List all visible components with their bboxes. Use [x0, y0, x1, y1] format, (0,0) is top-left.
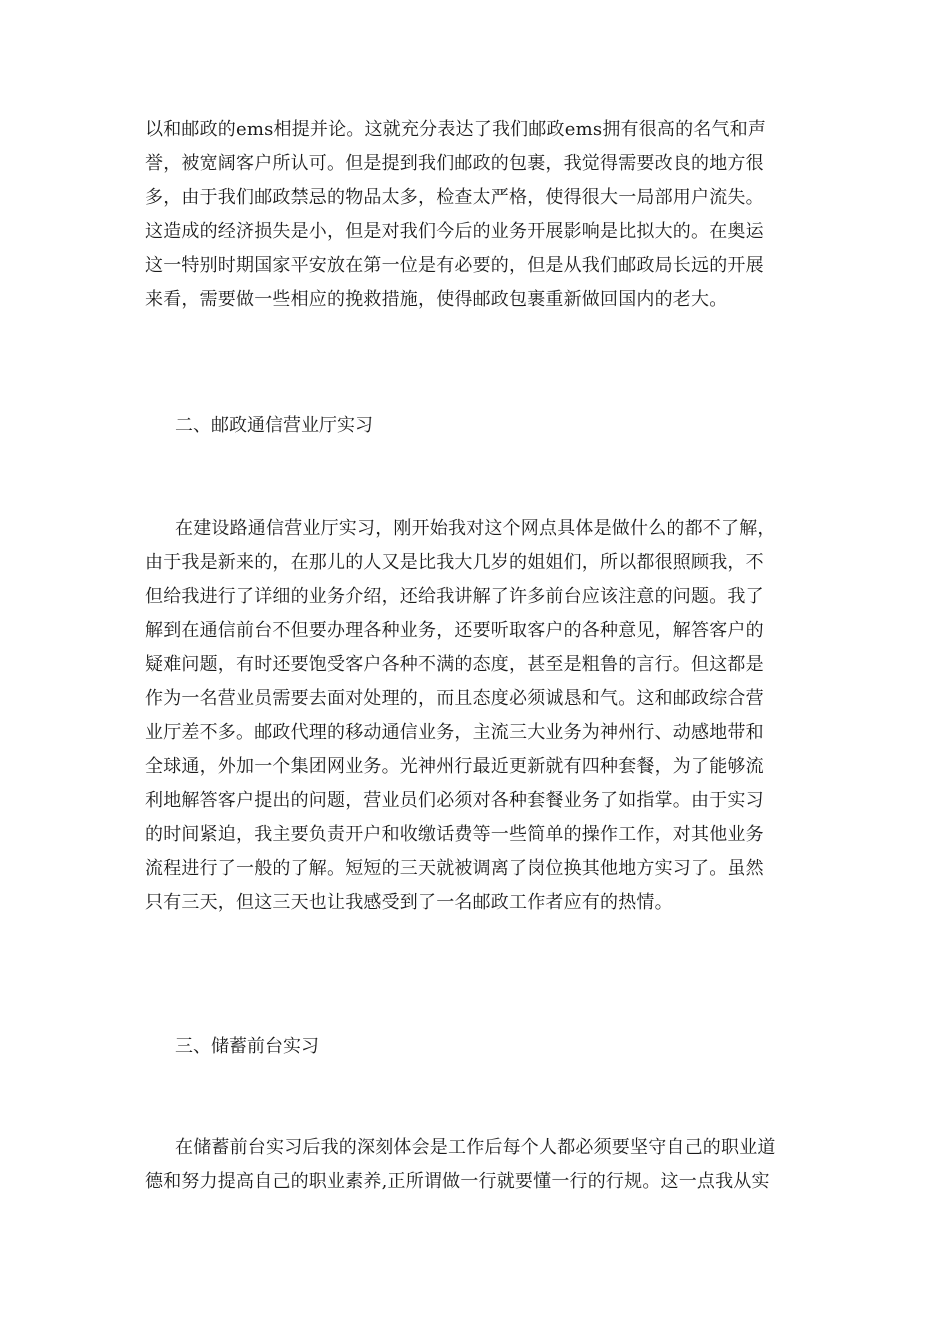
text-line: 的时间紧迫，我主要负责开户和收缴话费等一些简单的操作工作，对其他业务 [145, 824, 764, 845]
paragraph-telecom-hall-internship [145, 512, 805, 920]
text-line: 以和邮政的ems相提并论。这就充分表达了我们邮政ems拥有很高的名气和声 [145, 119, 767, 140]
section-heading-telecom-hall: 二、邮政通信营业厅实习 [175, 415, 373, 436]
text-line: 利地解答客户提出的问题，营业员们必须对各种套餐业务了如指掌。由于实习 [145, 790, 764, 811]
text-line: 来看，需要做一些相应的挽救措施，使得邮政包裹重新做回国内的老大。 [145, 289, 728, 310]
text-line: 在储蓄前台实习后我的深刻体会是工作后每个人都必须要坚守自己的职业道 [175, 1137, 776, 1158]
text-line: 这造成的经济损失是小，但是对我们今后的业务开展影响是比拟大的。在奥运 [145, 221, 764, 242]
text-line: 多，由于我们邮政禁忌的物品太多，检查太严格，使得很大一局部用户流失。 [145, 187, 764, 208]
text-line: 解到在通信前台不但要办理各种业务，还要听取客户的各种意见，解答客户的 [145, 620, 764, 641]
text-line: 在建设路通信营业厅实习，刚开始我对这个网点具体是做什么的都不了解， [175, 518, 776, 539]
text-line: 全球通，外加一个集团网业务。光神州行最近更新就有四种套餐，为了能够流 [145, 756, 764, 777]
section-heading-savings-counter: 三、储蓄前台实习 [175, 1036, 319, 1057]
paragraph-ems-reputation [145, 113, 805, 317]
text-line: 作为一名营业员需要去面对处理的，而且态度必须诚恳和气。这和邮政综合营 [145, 688, 764, 709]
text-line: 疑难问题，有时还要饱受客户各种不满的态度，甚至是粗鲁的言行。但这都是 [145, 654, 764, 675]
text-line: 但给我进行了详细的业务介绍，还给我讲解了许多前台应该注意的问题。我了 [145, 586, 764, 607]
text-line: 流程进行了一般的了解。短短的三天就被调离了岗位换其他地方实习了。虽然 [145, 858, 764, 879]
text-line: 由于我是新来的，在那儿的人又是比我大几岁的姐姐们，所以都很照顾我，不 [145, 552, 764, 573]
text-line: 只有三天，但这三天也让我感受到了一名邮政工作者应有的热情。 [145, 892, 673, 913]
text-line: 业厅差不多。邮政代理的移动通信业务，主流三大业务为神州行、动感地带和 [145, 722, 764, 743]
text-line: 这一特别时期国家平安放在第一位是有必要的，但是从我们邮政局长远的开展 [145, 255, 764, 276]
text-line: 德和努力提高自己的职业素养,正所谓做一行就要懂一行的行规。这一点我从实 [145, 1171, 770, 1192]
text-line: 誉，被宽阔客户所认可。但是提到我们邮政的包裹，我觉得需要改良的地方很 [145, 153, 764, 174]
paragraph-savings-counter-internship [145, 1131, 805, 1199]
